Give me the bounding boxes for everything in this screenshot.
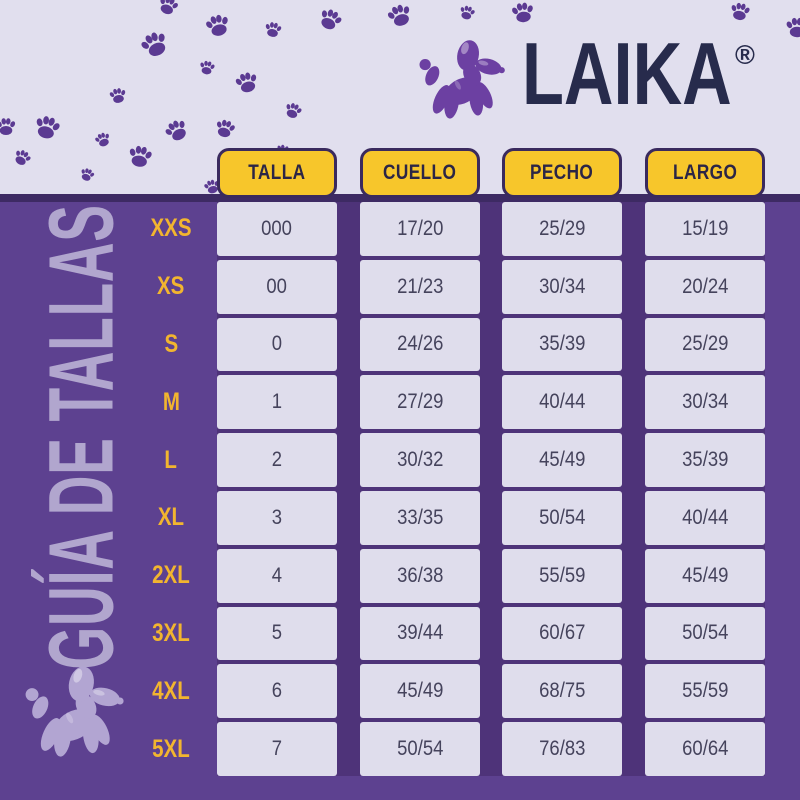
table-cell (360, 260, 480, 314)
paw-print-icon (11, 147, 33, 168)
cell-value: 30/34 (538, 274, 586, 298)
row-label-5xl (131, 722, 211, 776)
table-cell (502, 722, 622, 776)
cell-value: 5 (271, 621, 283, 645)
row-label-text: XL (157, 503, 185, 532)
row-label-text: XS (157, 272, 185, 301)
page-title: GUÍA DE TALLAS (30, 204, 133, 670)
row-label-l (131, 433, 211, 487)
paw-print-icon (458, 4, 477, 21)
row-label-s (131, 318, 211, 372)
cell-value: 40/44 (538, 390, 586, 414)
cell-value: 40/44 (681, 505, 729, 529)
row-label-m (131, 375, 211, 429)
cell-value: 20/24 (681, 274, 729, 298)
cell-value: 39/44 (396, 621, 444, 645)
table-cell (217, 375, 337, 429)
table-cell (645, 607, 765, 661)
table-cell (502, 318, 622, 372)
column-header-label: TALLA (248, 161, 306, 184)
balloon-dog-icon (20, 664, 138, 772)
row-label-4xl (131, 664, 211, 718)
table-cell (217, 491, 337, 545)
table-cell (645, 318, 765, 372)
cell-value: 33/35 (396, 505, 444, 529)
cell-value: 3 (271, 505, 283, 529)
column-header-largo (645, 148, 765, 198)
column-header-label: PECHO (530, 161, 594, 184)
row-label-text: 3XL (152, 618, 190, 647)
paw-print-icon (126, 144, 154, 169)
table-cell (502, 375, 622, 429)
cell-value: 45/49 (396, 679, 444, 703)
balloon-dog-icon (413, 38, 519, 132)
cell-value: 21/23 (396, 274, 444, 298)
table-cell (645, 433, 765, 487)
table-cell (217, 549, 337, 603)
table-cell (502, 491, 622, 545)
paw-print-icon (0, 118, 16, 135)
cell-value: 27/29 (396, 390, 444, 414)
table-cell (360, 607, 480, 661)
column-header-label: LARGO (672, 161, 738, 184)
table-cell (217, 722, 337, 776)
table-cell (645, 491, 765, 545)
row-label-text: 4XL (152, 676, 190, 705)
row-label-text: M (162, 387, 180, 416)
cell-value: 50/54 (681, 621, 729, 645)
cell-value: 30/32 (396, 448, 444, 472)
cell-value: 60/64 (681, 737, 729, 761)
paw-print-icon (137, 28, 172, 61)
paw-print-icon (510, 1, 536, 24)
row-label-3xl (131, 607, 211, 661)
table-cell (217, 318, 337, 372)
column-header-pecho (502, 148, 622, 198)
paw-print-icon (263, 21, 283, 38)
cell-value: 0 (271, 332, 283, 356)
table-cell (645, 375, 765, 429)
cell-value: 68/75 (538, 679, 586, 703)
paw-print-icon (316, 6, 345, 33)
paw-print-icon (203, 12, 232, 38)
cell-value: 25/29 (681, 332, 729, 356)
table-cell (360, 375, 480, 429)
table-cell (645, 664, 765, 718)
paw-print-icon (108, 87, 128, 104)
table-cell (502, 260, 622, 314)
table-cell (502, 433, 622, 487)
table-cell (502, 202, 622, 256)
table-cell (360, 722, 480, 776)
paw-print-icon (233, 70, 260, 95)
table-cell (645, 722, 765, 776)
cell-value: 7 (271, 737, 283, 761)
registered-trademark: ® (735, 40, 755, 70)
column-header-cuello (360, 148, 480, 198)
column-header-label: CUELLO (383, 161, 457, 184)
row-label-text: 2XL (152, 561, 190, 590)
row-label-text: S (164, 329, 178, 358)
table-cell (217, 607, 337, 661)
paw-print-icon (93, 131, 112, 149)
table-cell (360, 318, 480, 372)
brand-name: LAIKA (522, 24, 732, 123)
cell-value: 17/20 (396, 216, 444, 240)
paw-print-icon (785, 18, 800, 38)
paw-print-icon (32, 113, 63, 141)
table-cell (360, 433, 480, 487)
cell-value: 1 (271, 390, 283, 414)
cell-value: 000 (261, 216, 293, 240)
cell-value: 25/29 (538, 216, 586, 240)
paw-print-icon (198, 60, 216, 76)
cell-value: 15/19 (681, 216, 729, 240)
cell-value: 35/39 (681, 448, 729, 472)
cell-value: 50/54 (538, 505, 586, 529)
cell-value: 30/34 (681, 390, 729, 414)
brand-logo (405, 24, 785, 140)
cell-value: 4 (271, 563, 283, 587)
cell-value: 2 (271, 448, 283, 472)
cell-value: 50/54 (396, 737, 444, 761)
paw-print-icon (385, 1, 415, 29)
table-cell (645, 549, 765, 603)
paw-print-icon (162, 116, 192, 144)
paw-print-icon (283, 101, 304, 121)
table-cell (360, 664, 480, 718)
table-cell (217, 664, 337, 718)
row-label-text: XXS (150, 214, 192, 243)
row-label-xxs (131, 202, 211, 256)
paw-print-icon (78, 166, 96, 182)
table-cell (360, 202, 480, 256)
table-cell (502, 664, 622, 718)
cell-value: 45/49 (538, 448, 586, 472)
table-cell (645, 260, 765, 314)
paw-print-icon (729, 1, 752, 21)
paw-print-icon (156, 0, 181, 17)
paw-print-icon (213, 118, 237, 140)
table-cell (217, 260, 337, 314)
table-cell (502, 607, 622, 661)
table-cell (217, 202, 337, 256)
cell-value: 36/38 (396, 563, 444, 587)
table-cell (360, 549, 480, 603)
cell-value: 6 (271, 679, 283, 703)
cell-value: 45/49 (681, 563, 729, 587)
row-label-xs (131, 260, 211, 314)
cell-value: 60/67 (538, 621, 586, 645)
cell-value: 35/39 (538, 332, 586, 356)
table-cell (360, 491, 480, 545)
table-cell (645, 202, 765, 256)
table-cell (502, 549, 622, 603)
row-label-2xl (131, 549, 211, 603)
cell-value: 55/59 (681, 679, 729, 703)
cell-value: 00 (266, 274, 288, 298)
column-header-talla (217, 148, 337, 198)
cell-value: 76/83 (538, 737, 586, 761)
cell-value: 24/26 (396, 332, 444, 356)
row-label-xl (131, 491, 211, 545)
cell-value: 55/59 (538, 563, 586, 587)
row-label-text: 5XL (152, 734, 190, 763)
table-cell (217, 433, 337, 487)
row-label-text: L (164, 445, 178, 474)
